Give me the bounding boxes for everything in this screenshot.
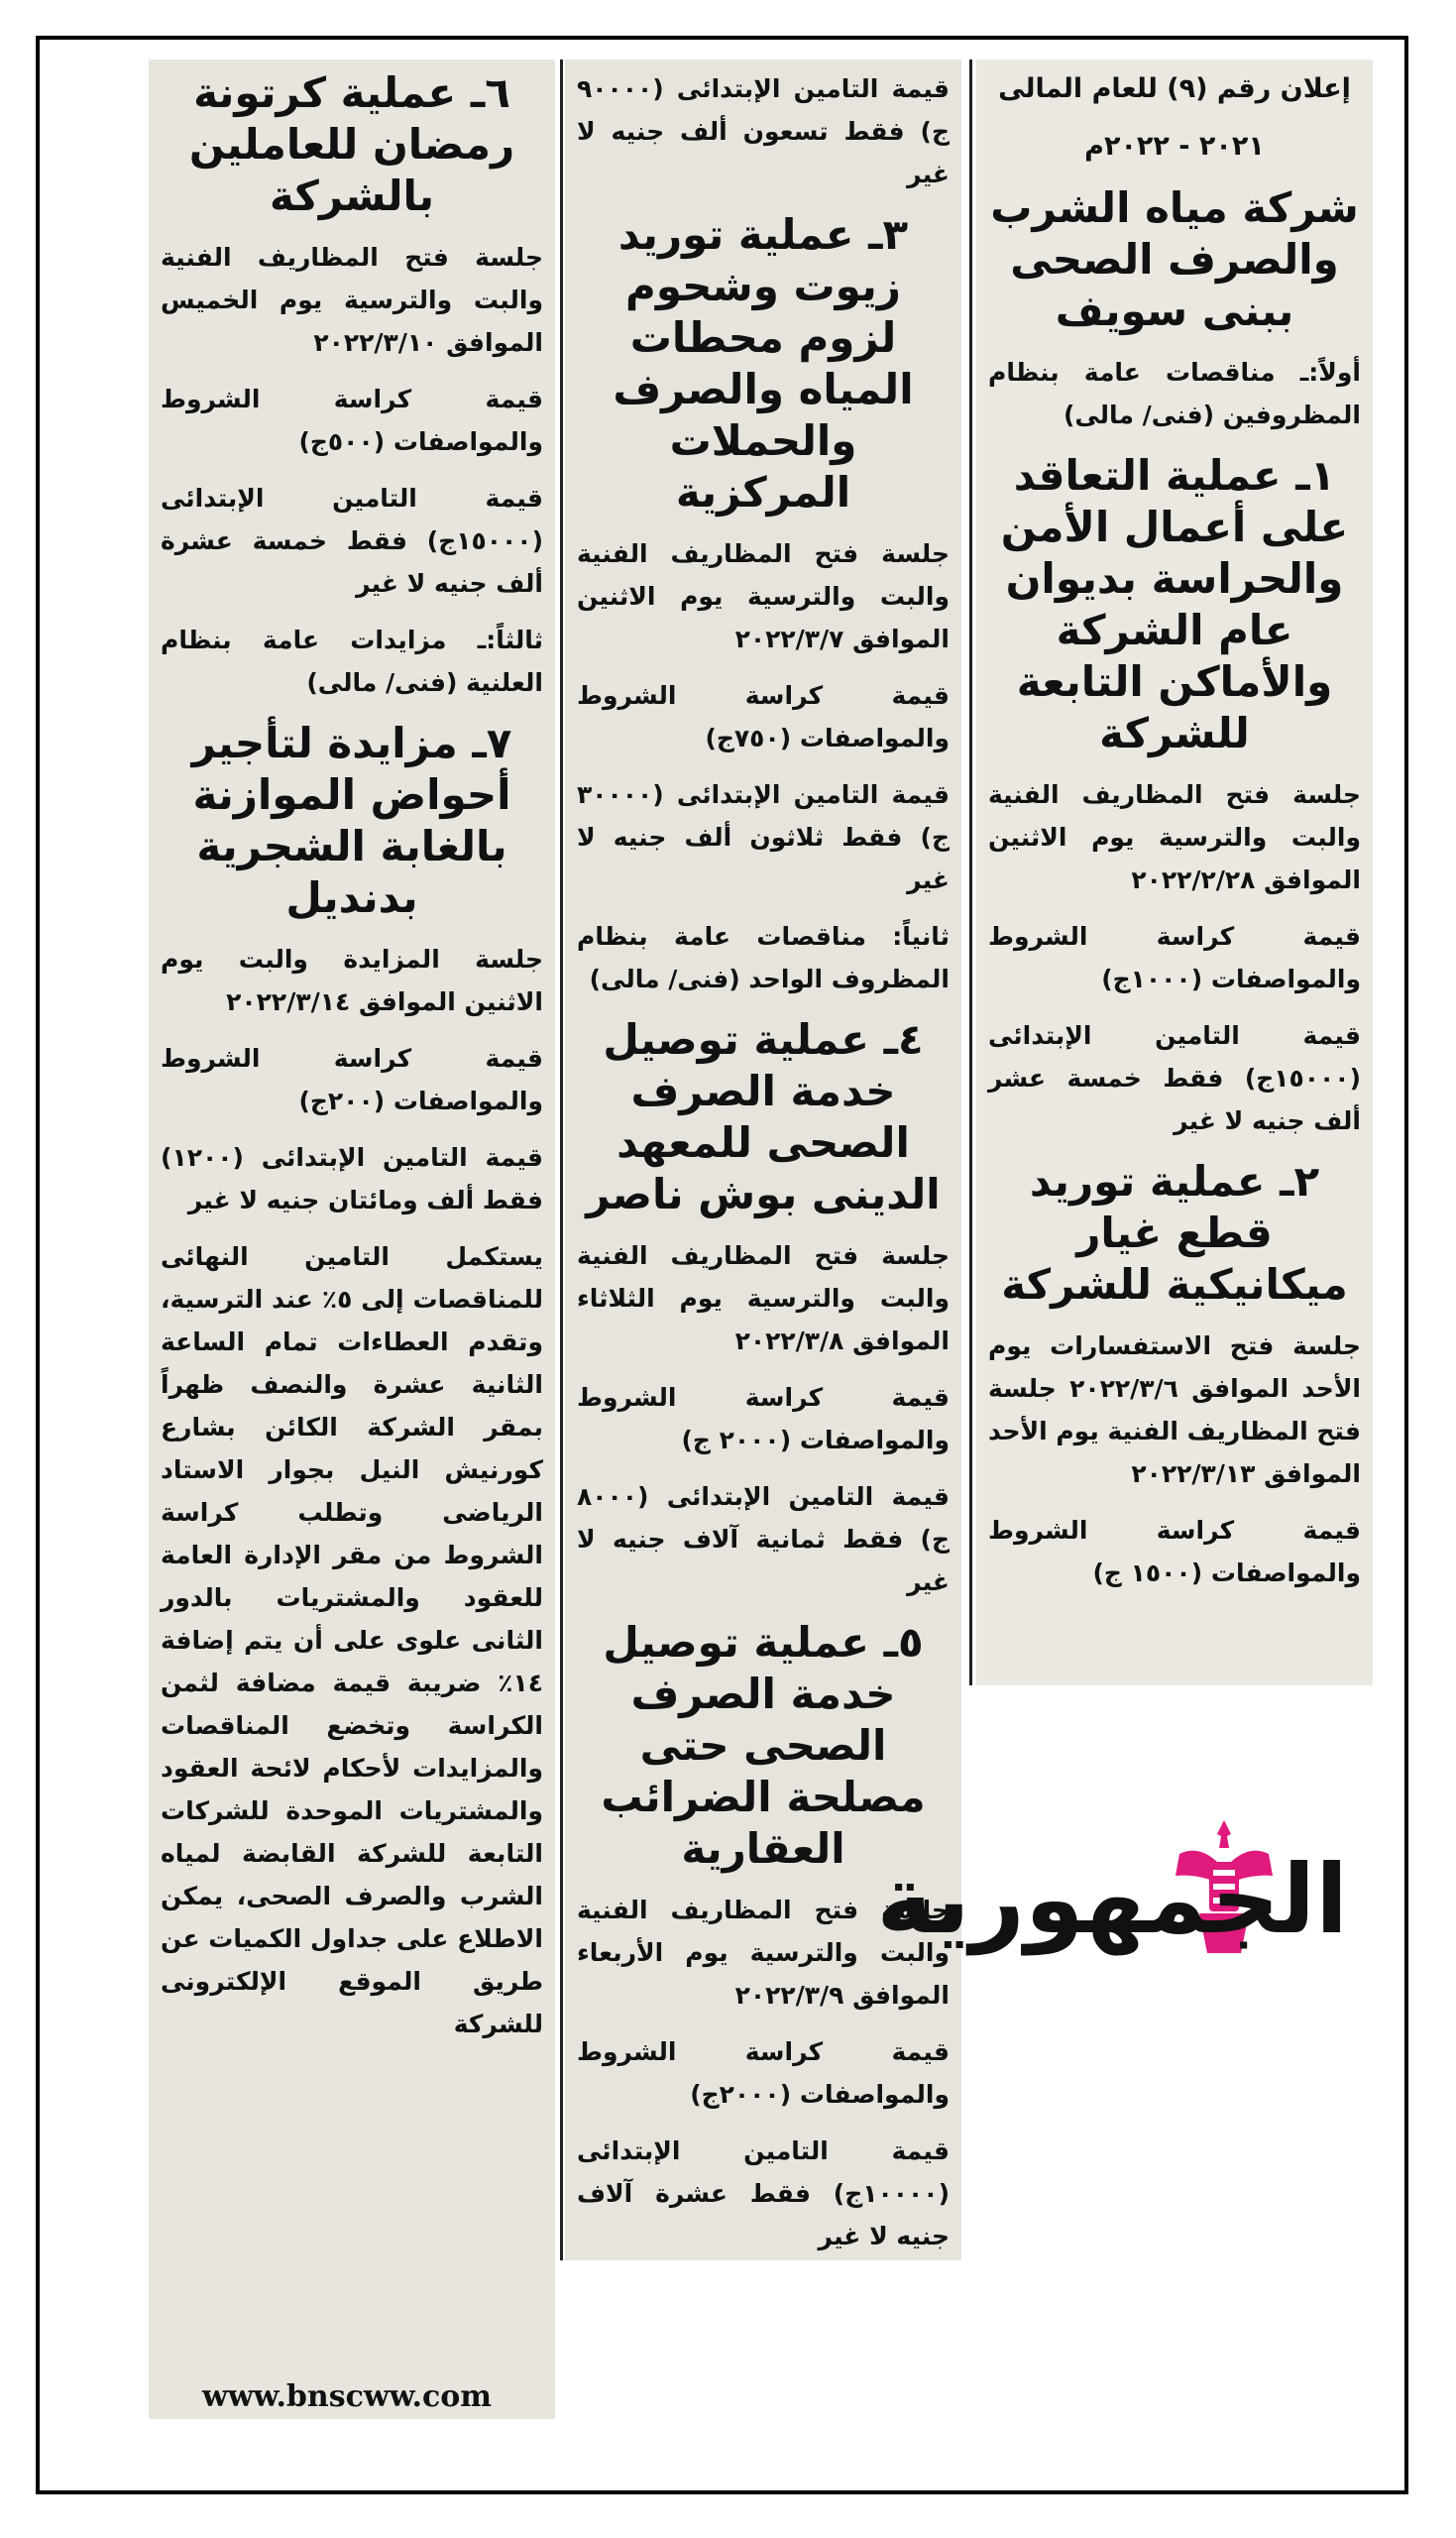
- item-1-body: جلسة فتح المظاريف الفنية والبت والترسية يوم الاثنين الموافق ٢٠٢٢/٢/٢٨: [988, 780, 1361, 894]
- section-heading-2: ثانياً: مناقصات عامة بنظام المظروف الواحد (فنى/ مالى): [577, 922, 950, 993]
- item-5-title: ٥ـ عملية توصيل خدمة الصرف الصحى حتى مصلحة الضرائب العقارية: [601, 1618, 926, 1873]
- item-1-title: ١ـ عملية التعاقد على أعمال الأمن والحراسة بديوان عام الشركة والأماكن التابعة للشركة: [1000, 451, 1349, 757]
- item-1-insurance: قيمة التامين الإبتدائى (١٥٠٠٠ج) فقط خمسة عشر ألف جنيه لا غير: [988, 1021, 1361, 1135]
- item-2-body: جلسة فتح الاستفسارات يوم الأحد الموافق ٢٠٢٢/٣/٦ جلسة فتح المظاريف الفنية يوم الأحد الموافق ٢٠٢٢/٣/١٣: [988, 1331, 1361, 1488]
- item-7-insurance: قيمة التامين الإبتدائى (١٢٠٠) فقط ألف ومائتان جنيه لا غير: [161, 1143, 543, 1214]
- ad-year: ٢٠٢١ - ٢٠٢٢م: [1084, 131, 1265, 162]
- item-4-title: ٤ـ عملية توصيل خدمة الصرف الصحى للمعهد الدينى بوش ناصر: [586, 1015, 941, 1218]
- column-divider: [560, 59, 563, 2260]
- section-heading-3: ثالثاً:ـ مزايدات عامة بنظام العلنية (فنى/ مالى): [161, 626, 543, 697]
- column-divider: [969, 59, 972, 1685]
- ad-column-right: [976, 59, 1373, 1685]
- company-name: شركة مياه الشرب والصرف الصحى ببنى سويف: [990, 183, 1359, 335]
- item-3-insurance: قيمة التامين الإبتدائى (٣٠٠٠٠ ج) فقط ثلاثون ألف جنيه لا غير: [577, 780, 950, 894]
- newspaper-logo: [876, 1814, 1348, 1963]
- item-5-body: جلسة فتح المظاريف الفنية والبت والترسية يوم الأربعاء الموافق ٢٠٢٢/٣/٩: [577, 1896, 950, 2010]
- item-3-body: جلسة فتح المظاريف الفنية والبت والترسية يوم الاثنين الموافق ٢٠٢٢/٣/٧: [577, 539, 950, 653]
- closing-text: يستكمل التامين النهائى للمناقصات إلى ٥٪ عند الترسية، وتقدم العطاءات تمام الساعة الثانية عشرة والنصف ظهراً بمقر الشركة الكائن بشارع كورنيش النيل بجوار الاستاد الرياضى وتطلب كراسة الشروط من مقر الإدارة العامة للعقود والمشتريات بالدور الثانى علوى على أن يتم إضافة ١٤٪ ضريبة قيمة مضافة لثمن الكراسة وتخضع المناقصات والمزايدات لأحكام لائحة العقود والمشتريات الموحدة للشركات التابعة للشركة القابضة لمياه الشرب والصرف الصحى، يمكن الاطلاع على جداول الكميات عن طريق الموقع الإلكترونى للشركة: [161, 1242, 543, 2038]
- section-heading-1: أولاً:ـ مناقصات عامة بنظام المظروفين (فنى/ مالى): [988, 358, 1361, 429]
- item-3-title: ٣ـ عملية توريد زيوت وشحوم لزوم محطات المياه والصرف والحملات المركزية: [613, 210, 914, 517]
- item-3-price: قيمة كراسة الشروط والمواصفات (٧٥٠ج): [577, 681, 950, 752]
- top-insurance: قيمة التامين الإبتدائى (٩٠٠٠٠ ج) فقط تسعون ألف جنيه لا غير: [577, 74, 950, 188]
- item-2-price: قيمة كراسة الشروط والمواصفات (١٥٠٠ ج): [988, 1516, 1361, 1587]
- newspaper-logo-text: الجمهورية: [876, 1844, 1348, 1955]
- item-6-body: جلسة فتح المظاريف الفنية والبت والترسية يوم الخميس الموافق ٢٠٢٢/٣/١٠: [161, 243, 543, 357]
- item-7-body: جلسة المزايدة والبت يوم الاثنين الموافق ٢٠٢٢/٣/١٤: [161, 945, 543, 1016]
- item-7-title: ٧ـ مزايدة لتأجير أحواض الموازنة بالغابة الشجرية بدنديل: [191, 719, 512, 922]
- item-2-title: ٢ـ عملية توريد قطع غيار ميكانيكية للشركة: [1001, 1157, 1348, 1309]
- item-7-price: قيمة كراسة الشروط والمواصفات (٢٠٠ج): [161, 1044, 543, 1115]
- item-5-price: قيمة كراسة الشروط والمواصفات (٢٠٠٠ج): [577, 2037, 950, 2109]
- ad-column-left: [149, 59, 555, 2419]
- ad-intro: إعلان رقم (٩) للعام المالى: [998, 73, 1351, 104]
- item-4-insurance: قيمة التامين الإبتدائى (٨٠٠٠ ج) فقط ثمانية آلاف جنيه لا غير: [577, 1482, 950, 1596]
- item-4-body: جلسة فتح المظاريف الفنية والبت والترسية يوم الثلاثاء الموافق ٢٠٢٢/٣/٨: [577, 1241, 950, 1355]
- item-6-title: ٦ـ عملية كرتونة رمضان للعاملين بالشركة: [188, 68, 515, 220]
- item-6-insurance: قيمة التامين الإبتدائى (١٥٠٠٠ج) فقط خمسة عشرة ألف جنيه لا غير: [161, 484, 543, 598]
- item-6-price: قيمة كراسة الشروط والمواصفات (٥٠٠ج): [161, 385, 543, 456]
- website-link[interactable]: www.bnscww.com: [202, 2379, 492, 2414]
- item-1-price: قيمة كراسة الشروط والمواصفات (١٠٠٠ج): [988, 922, 1361, 993]
- item-4-price: قيمة كراسة الشروط والمواصفات (٢٠٠٠ ج): [577, 1383, 950, 1454]
- item-5-insurance: قيمة التامين الإبتدائى (١٠٠٠٠ج) فقط عشرة آلاف جنيه لا غير: [577, 2136, 950, 2250]
